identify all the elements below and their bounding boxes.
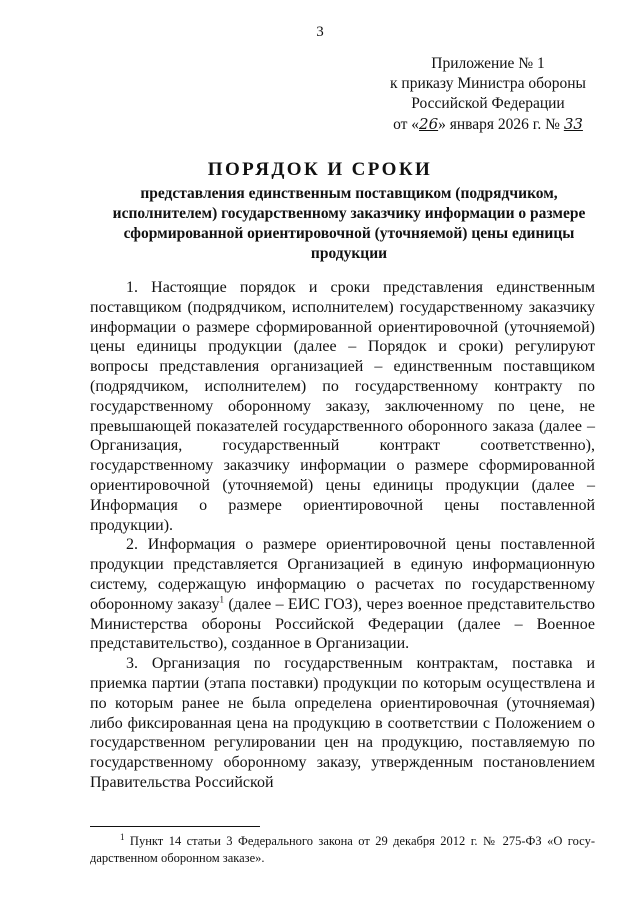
appendix-order-ref: к приказу Министра обороны	[390, 75, 586, 92]
paragraph-2-text-b: (далее – ЕИС ГОЗ), через военное представительство Министерства обороны Российской Федерации (далее – Военное представительство), созданное в Организации.	[90, 595, 596, 653]
paragraph-2-text-a: 2. Информация о размере ориентировочной цены поставленной продукции представляется Организацией в единую информационную систему, содержащую информацию о расчетах по государственному оборонному заказу	[90, 536, 595, 613]
appendix-date-line	[372, 114, 604, 135]
appendix-title: Приложение № 1	[431, 55, 545, 72]
document-body	[90, 278, 595, 793]
paragraph-2	[90, 535, 595, 654]
footnote-marker: 1	[120, 831, 125, 842]
paragraph-1: 1. Настоящие порядок и сроки представления единственным поставщиком (подрядчиком, исполнителем) государственному заказчику информации о размере сформированной ориентировочной (уточняемой) цены единицы продукции (далее – Порядок и сроки) регулируют вопросы представления организацией – единственным поставщиком (подрядчиком, исполнителем) по государственному контракту по государственному оборонному заказу, заключенному по цене, не превышающей показателей государственного оборонного заказа (далее – Организация, государственный контракт соответственно), государственному заказчику информации о размере сформированной ориентировочной (уточняемой) цены единицы продукции (далее – Информация о размере ориентировочной цены поставленной продукции).	[90, 279, 595, 534]
date-prefix: от «	[393, 116, 420, 133]
page-number: 3	[316, 24, 324, 40]
document-subtitle: представления единственным поставщиком (подрядчиком, исполнителем) государственному заказчику информации о размере сформированной ориентировочной (уточняемой) цены единицы продукции	[112, 185, 586, 262]
footnote-ref: 1	[219, 594, 224, 605]
appendix-org: Российской Федерации	[411, 95, 565, 112]
document-title: ПОРЯДОК И СРОКИ	[207, 159, 433, 180]
handwritten-day: 26	[419, 115, 439, 133]
footnote-divider	[90, 826, 260, 827]
appendix-block	[372, 54, 604, 135]
paragraph-3: 3. Организация по государственным контрактам, поставка и приемка партии (этапа поставки) продукции по которым осуществлена и по которым ранее не была определена ориентировочная (уточняемая) либо фиксированная цена на продукцию в соответствии с Положением о государственном регулировании цен на продукцию, поставляемую по государственному оборонному заказу, утвержденным постановлением Правительства Российской	[90, 655, 595, 791]
footnote-text: Пункт 14 статьи 3 Федерального закона от 29 декабря 2012 г. № 275-ФЗ «О государственном оборонном заказе».	[90, 834, 595, 865]
date-middle: » января 2026 г. №	[438, 116, 564, 133]
handwritten-order-number: 33	[563, 115, 583, 133]
footnote	[90, 833, 595, 867]
